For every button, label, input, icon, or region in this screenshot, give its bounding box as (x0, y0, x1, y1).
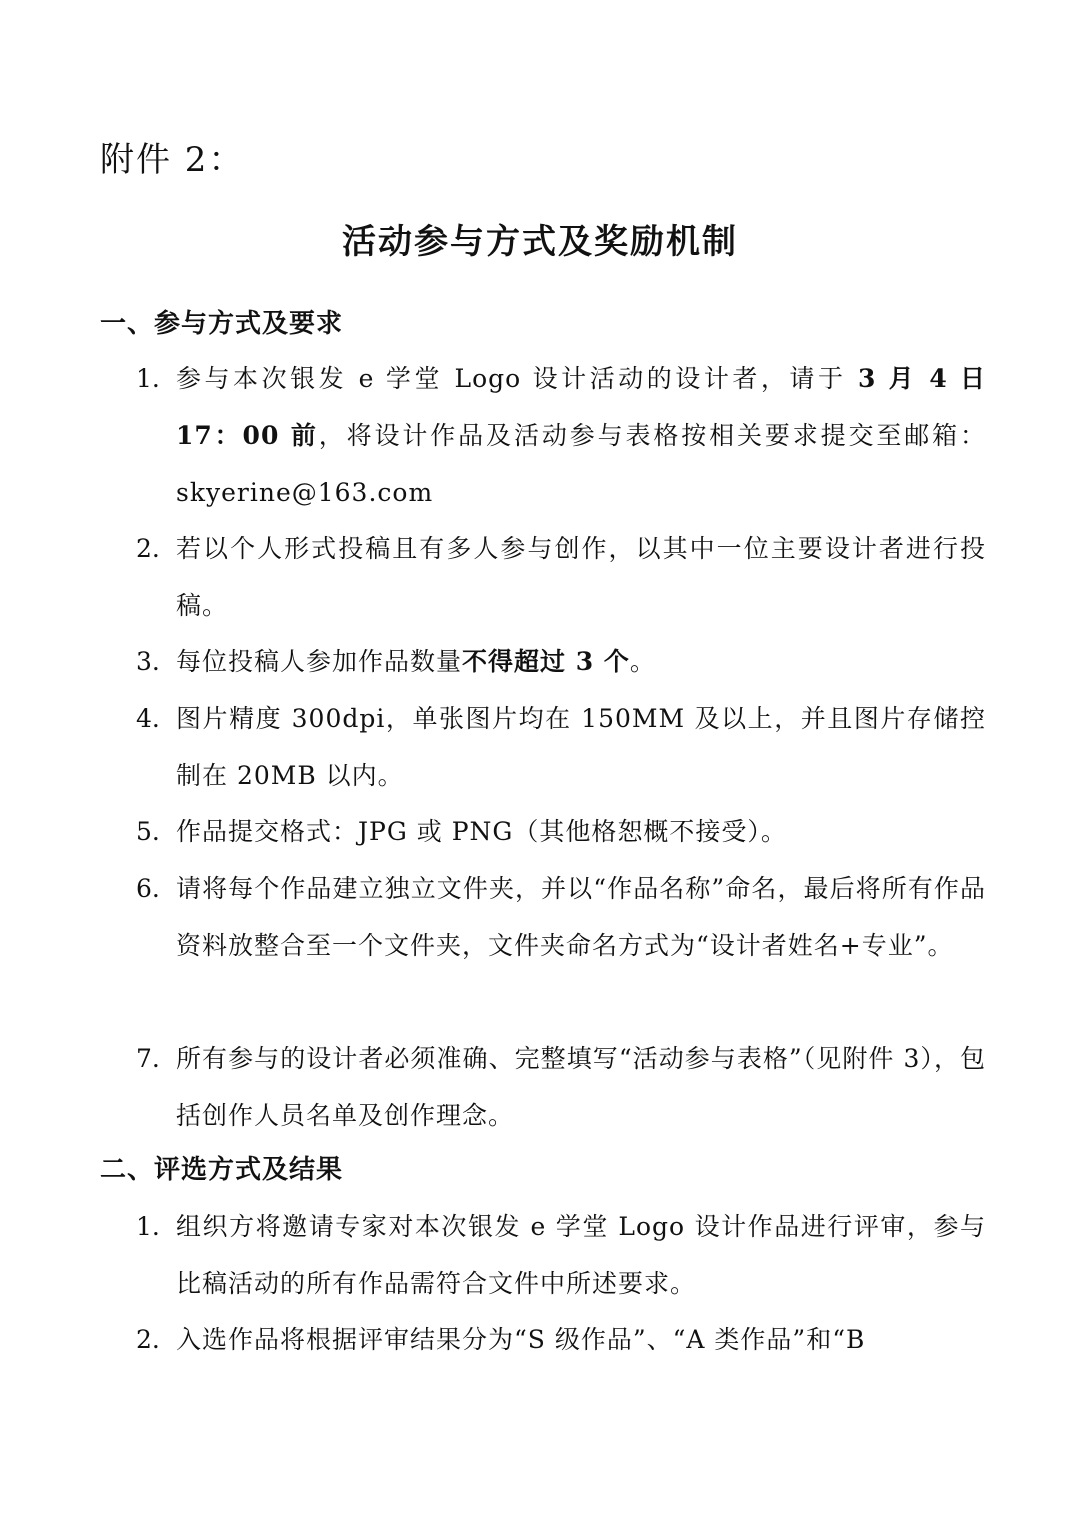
attachment-label: 附件 2： (100, 140, 245, 180)
list-item-number: 2. (136, 1325, 160, 1354)
list-item (136, 1198, 986, 1312)
list-item (136, 520, 986, 634)
list-item (136, 350, 986, 521)
list-item (136, 1030, 986, 1144)
list-item-text: 参与本次银发 e 学堂 Logo 设计活动的设计者，请于 3 月 4 日 17：00 前，将设计作品及活动参与表格按相关要求提交至邮箱：skyerine@163.com (176, 364, 986, 507)
list-item-number: 1. (136, 1212, 160, 1241)
list-item-text: 图片精度 300dpi，单张图片均在 150MM 及以上，并且图片存储控制在 20MB 以内。 (176, 704, 986, 790)
list-item (136, 633, 986, 690)
list-item-number: 7. (136, 1044, 160, 1073)
list-item (136, 690, 986, 804)
list-item-text: 每位投稿人参加作品数量不得超过 3 个。 (176, 647, 656, 676)
list-item-number: 2. (136, 534, 160, 563)
list-item (136, 803, 986, 860)
list-item (136, 1311, 986, 1368)
section-heading-participation: 一、参与方式及要求 (100, 309, 344, 339)
list-item-text: 作品提交格式：JPG 或 PNG（其他格恕概不接受）。 (176, 817, 787, 846)
deadline-text: 3 月 4 日 17：00 前 (176, 364, 986, 450)
list-item-number: 4. (136, 704, 160, 733)
list-item-text: 请将每个作品建立独立文件夹，并以“作品名称”命名，最后将所有作品资料放整合至一个文件夹，文件夹命名方式为“设计者姓名+专业”。 (176, 874, 986, 960)
list-item-number: 6. (136, 874, 160, 903)
list-item-text: 若以个人形式投稿且有多人参与创作，以其中一位主要设计者进行投稿。 (176, 534, 986, 620)
list-item-text: 入选作品将根据评审结果分为“S 级作品”、“A 类作品”和“B (176, 1325, 866, 1354)
list-item-number: 5. (136, 817, 160, 846)
list-item-number: 1. (136, 364, 160, 393)
list-item-text: 组织方将邀请专家对本次银发 e 学堂 Logo 设计作品进行评审，参与比稿活动的所有作品需符合文件中所述要求。 (176, 1212, 986, 1298)
page-title: 活动参与方式及奖励机制 (342, 222, 738, 262)
list-item (136, 860, 986, 974)
list-item-number: 3. (136, 647, 160, 676)
limit-text: 不得超过 3 个 (462, 647, 630, 676)
section-heading-evaluation: 二、评选方式及结果 (100, 1155, 344, 1185)
list-item-text: 所有参与的设计者必须准确、完整填写“活动参与表格”（见附件 3），包括创作人员名单及创作理念。 (176, 1044, 986, 1130)
